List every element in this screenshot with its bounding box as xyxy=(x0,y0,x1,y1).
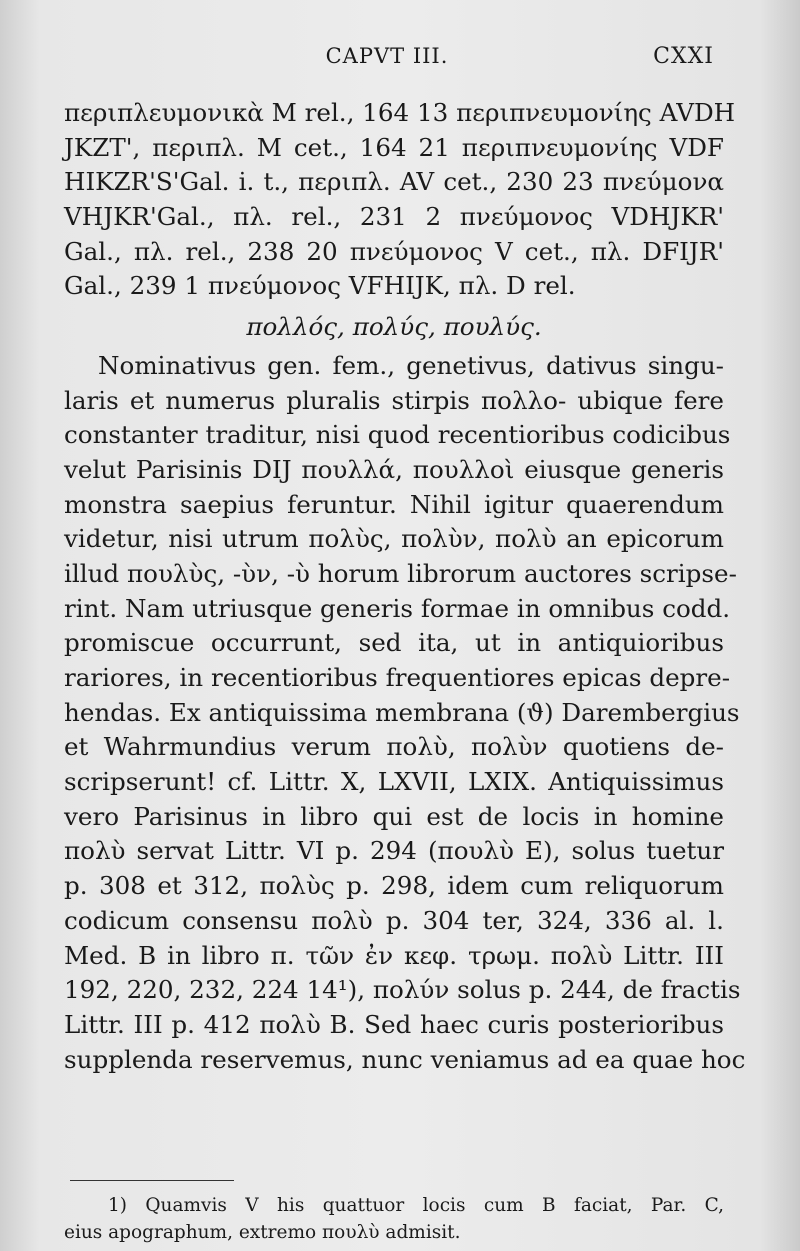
page-number: CXXI xyxy=(653,44,714,69)
text-line: promiscue occurrunt, sed ita, ut in antiquioribus xyxy=(64,628,724,658)
text-line: πολὺ servat Littr. VI p. 294 (πουλὺ E), solus tuetur xyxy=(64,836,724,866)
text-line: vero Parisinus in libro qui est de locis in homine xyxy=(64,801,724,831)
text-line: rariores, in recentioribus frequentiores epicas depre- xyxy=(64,663,731,692)
text-line: Med. B in libro π. τῶν ἐν κεφ. τρωμ. πολὺ Littr. III xyxy=(64,940,724,970)
page-header xyxy=(60,44,714,84)
footnote-line: 1) Quamvis V his quattuor locis cum B faciat, Par. C, xyxy=(108,1195,724,1216)
text-line: JKZT', περιπλ. M cet., 164 21 περιπνευμονίης VDF xyxy=(64,132,724,162)
text-line: VHJKR'Gal., πλ. rel., 231 2 πνεύμονος VDHJKR' xyxy=(64,202,724,232)
text-line: HIKZR'S'Gal. i. t., περιπλ. AV cet., 230 23 πνεύμονα xyxy=(64,167,724,197)
main-text xyxy=(64,96,746,1077)
footnote xyxy=(64,1192,724,1246)
text-line: rint. Nam utriusque generis formae in omnibus codd. xyxy=(64,593,731,623)
section-heading: πολλός, πολύς, πουλύς. xyxy=(246,312,542,342)
text-line: Littr. III p. 412 πολὺ B. Sed haec curis posterioribus xyxy=(64,1009,724,1039)
text-line: monstra saepius feruntur. Nihil igitur quaerendum xyxy=(64,489,724,519)
text-line: velut Parisinis DIJ πουλλά, πουλλοὶ eiusque generis xyxy=(64,454,724,484)
text-line: laris et numerus pluralis stirpis πολλο- ubique fere xyxy=(64,385,724,415)
text-line: Nominativus gen. fem., genetivus, dativus singu- xyxy=(98,350,724,380)
text-line: codicum consensu πολὺ p. 304 ter, 324, 336 al. l. xyxy=(64,905,724,935)
footnote-rule xyxy=(70,1180,234,1181)
text-line: scripserunt! cf. Littr. X, LXVII, LXIX. Antiquissimus xyxy=(64,767,724,797)
text-line: hendas. Ex antiquissima membrana (ϑ) Darembergius xyxy=(64,697,740,727)
text-line: illud πουλὺς, -ὺν, -ὺ horum librorum auctores scripse- xyxy=(64,558,737,588)
text-line: videtur, nisi utrum πολὺς, πολὺν, πολὺ an epicorum xyxy=(64,524,724,554)
text-line: 192, 220, 232, 224 14¹), πολύν solus p. 244, de fractis xyxy=(64,975,741,1005)
footnote-line: eius apographum, extremo πουλὺ admisit. xyxy=(64,1222,461,1243)
running-head: CAPVT III. xyxy=(325,44,449,68)
text-line: Gal., πλ. rel., 238 20 πνεύμονος V cet., πλ. DFIJR' xyxy=(64,236,724,266)
text-line: περιπλευμονικὰ M rel., 164 13 περιπνευμονίης AVDH xyxy=(64,98,736,127)
text-line: et Wahrmundius verum πολὺ, πολὺν quotiens de- xyxy=(64,732,724,762)
text-line: p. 308 et 312, πολὺς p. 298, idem cum reliquorum xyxy=(64,871,724,901)
text-line: supplenda reservemus, nunc veniamus ad ea quae hoc xyxy=(64,1044,746,1074)
text-line: Gal., 239 1 πνεύμονος VFHIJK, πλ. D rel. xyxy=(64,271,576,301)
text-line: constanter traditur, nisi quod recentioribus codicibus xyxy=(64,420,731,450)
